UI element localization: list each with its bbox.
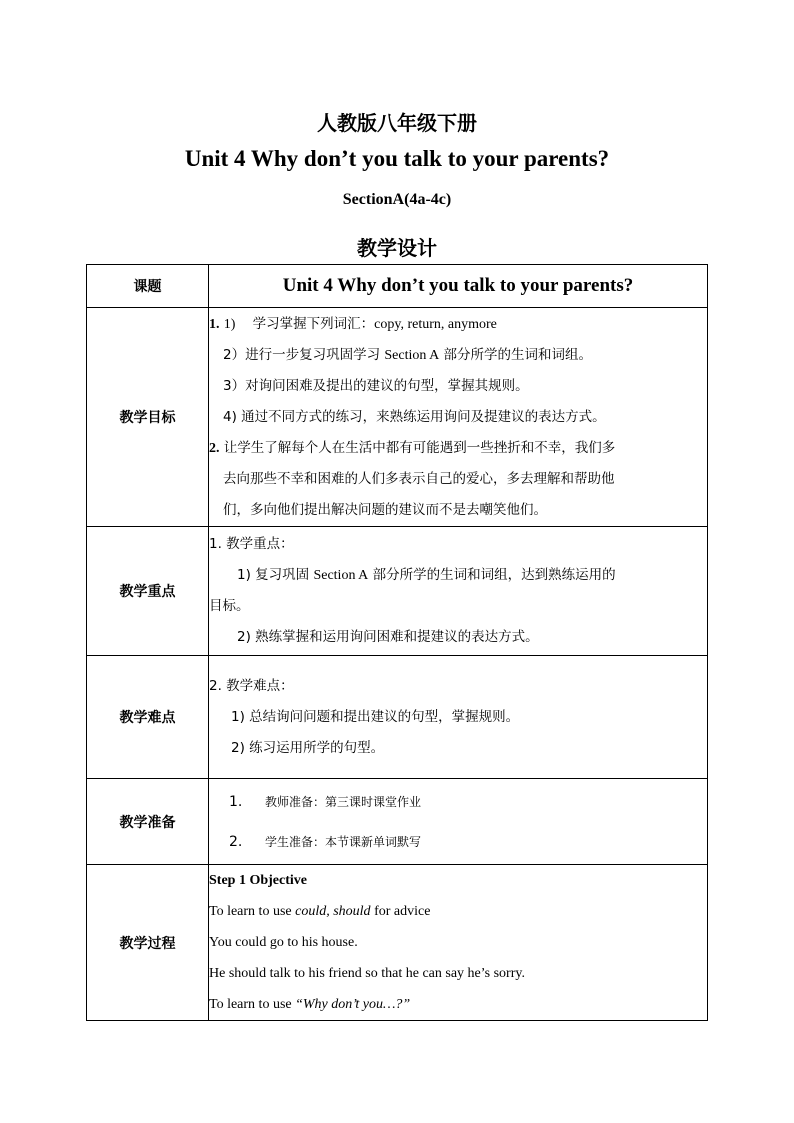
preparation-content xyxy=(209,779,708,865)
topic-row xyxy=(87,265,708,308)
preparation-item-1: 1. 教师准备：第三课时课堂作业 xyxy=(229,793,422,810)
difficulties-content xyxy=(209,656,708,779)
unit-title: Unit 4 Why don’t you talk to your parents? xyxy=(184,146,610,171)
difficulties-row xyxy=(87,656,708,779)
difficulty-1: 1) 总结询问问题和提出建议的句型，掌握规则。 xyxy=(231,708,520,725)
key-points-content xyxy=(209,527,708,656)
process-line-1: To learn to use could, should for advice xyxy=(209,904,431,919)
objective-line-5: 2. 让学生了解每个人在生活中都有可能遇到一些挫折和不幸，我们多 xyxy=(209,439,616,456)
key-points-row xyxy=(87,527,708,656)
difficulties-label: 教学难点 xyxy=(87,656,209,779)
objectives-label: 教学目标 xyxy=(87,308,209,527)
objective-line-1: 1. 1) 学习掌握下列词汇：copy, return, anymore xyxy=(209,315,497,332)
key-points-label: 教学重点 xyxy=(87,527,209,656)
objective-line-6: 去向那些不幸和困难的人们多表示自己的爱心，多去理解和帮助他 xyxy=(223,470,615,487)
process-line-2: You could go to his house. xyxy=(209,935,358,950)
key-points-heading: 1. 教学重点： xyxy=(209,536,294,552)
topic-label: 课题 xyxy=(87,265,209,308)
doc-type-title: 教学设计 xyxy=(357,236,437,260)
section-title: SectionA(4a-4c) xyxy=(342,191,452,208)
objective-line-4: 4) 通过不同方式的练习，来熟练运用询问及提建议的表达方式。 xyxy=(223,408,606,425)
objective-line-7: 们，多向他们提出解决问题的建议而不是去嘲笑他们。 xyxy=(223,501,547,518)
process-line-4: To learn to use “Why don’t you…?” xyxy=(209,997,411,1012)
preparation-label: 教学准备 xyxy=(87,779,209,865)
publisher-title: 人教版八年级下册 xyxy=(317,111,477,135)
topic-value: Unit 4 Why don’t you talk to your parents? xyxy=(209,265,708,308)
objective-line-2: 2）进行一步复习巩固学习 Section A 部分所学的生词和词组。 xyxy=(223,346,593,363)
objectives-row xyxy=(87,308,708,527)
process-content xyxy=(209,865,708,1021)
objective-line-3: 3）对询问困难及提出的建议的句型，掌握其规则。 xyxy=(223,377,529,394)
process-row xyxy=(87,865,708,1021)
preparation-row xyxy=(87,779,708,865)
process-line-3: He should talk to his friend so that he can say he’s sorry. xyxy=(209,966,525,981)
process-label: 教学过程 xyxy=(87,865,209,1021)
key-point-2: 2) 熟练掌握和运用询问困难和提建议的表达方式。 xyxy=(237,629,539,645)
process-step-heading: Step 1 Objective xyxy=(209,873,307,888)
objectives-content xyxy=(209,308,708,527)
lesson-plan-table xyxy=(86,264,708,1021)
preparation-item-2: 2. 学生准备：本节课新单词默写 xyxy=(229,833,422,850)
difficulty-2: 2) 练习运用所学的句型。 xyxy=(231,739,385,756)
difficulties-heading: 2. 教学难点： xyxy=(209,677,294,694)
key-point-1-cont: 目标。 xyxy=(209,598,250,614)
key-point-1: 1) 复习巩固 Section A 部分所学的生词和词组，达到熟练运用的 xyxy=(237,567,616,583)
